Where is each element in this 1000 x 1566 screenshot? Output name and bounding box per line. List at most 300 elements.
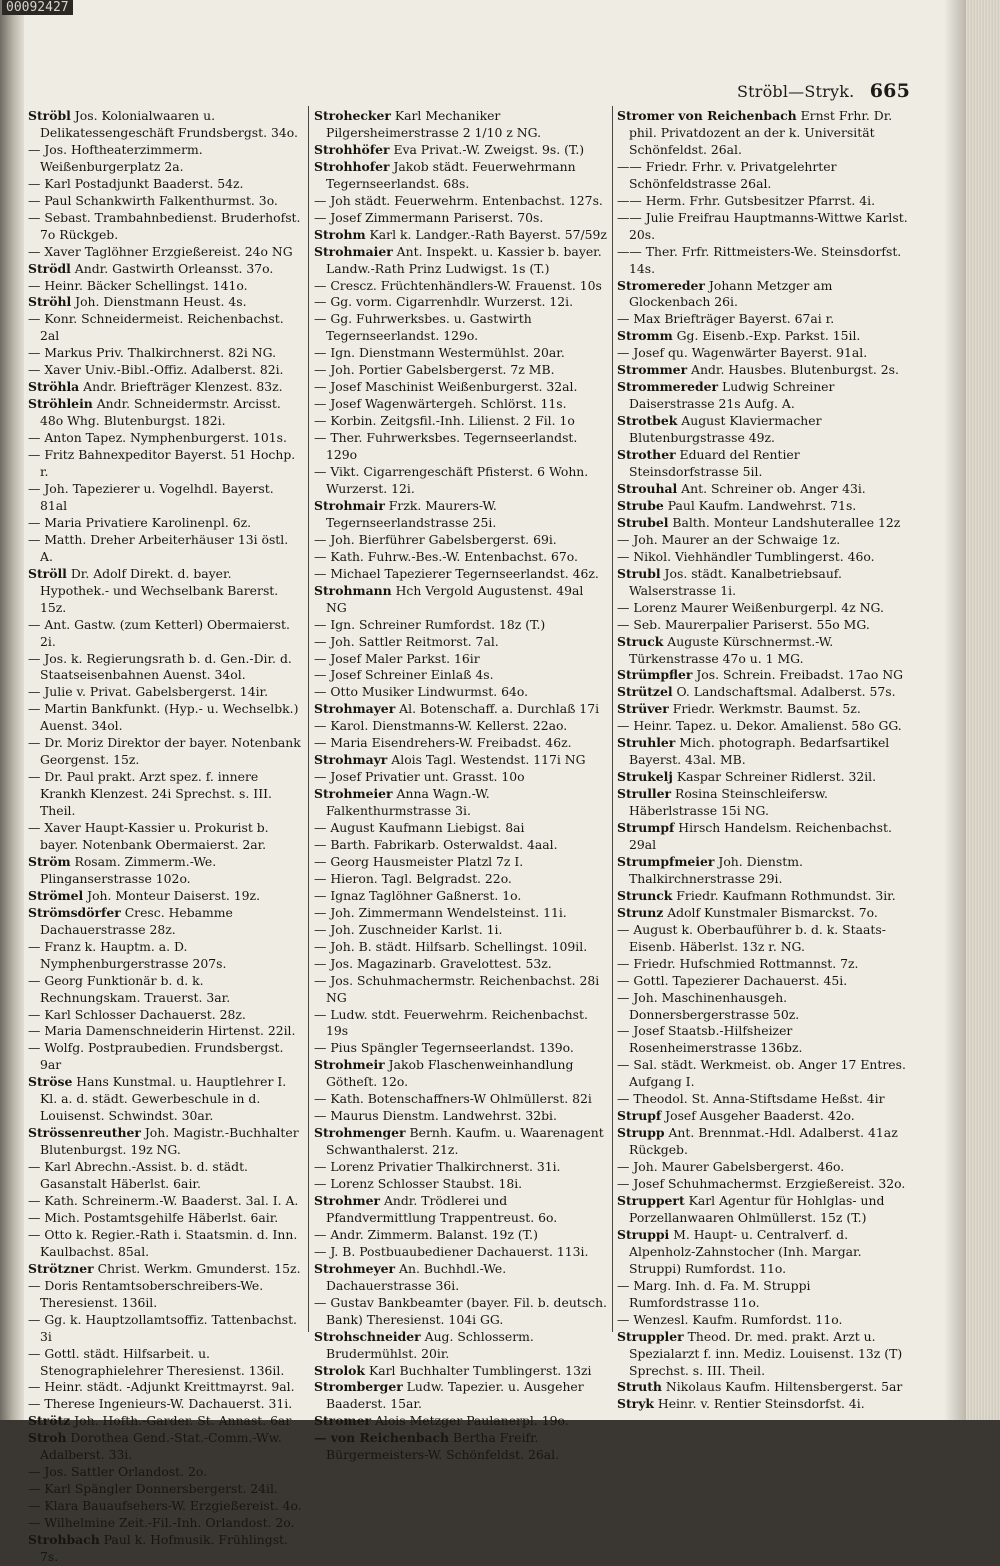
directory-entry — [28, 278, 304, 295]
directory-entry — [617, 718, 912, 735]
entry-text: Andr. Hausbes. Blutenburgst. 2s. — [687, 362, 899, 378]
directory-entry — [617, 769, 912, 786]
entry-text: — Joh. Zuschneider Karlst. 1i. — [314, 921, 503, 937]
directory-entry — [28, 735, 304, 769]
directory-entry — [617, 1227, 912, 1278]
directory-entry — [314, 1007, 608, 1041]
entry-surname: Strohmann — [314, 582, 392, 598]
entry-text: Gg. Eisenb.-Exp. Parkst. 15il. — [672, 328, 861, 344]
entry-text: — Joh. Maschinenhausgeh. Donnersbergerstrasse 50z. — [617, 989, 800, 1022]
entry-surname: Strützel — [617, 684, 673, 700]
directory-entry — [617, 922, 912, 956]
entry-surname: Strotbek — [617, 413, 678, 429]
entry-text: — Sal. städt. Werkmeist. ob. Anger 17 Entres. Aufgang I. — [617, 1057, 906, 1090]
entry-text: — Lorenz Maurer Weißenburgerpl. 4z NG. — [617, 599, 884, 615]
entry-text: Joh. Monteur Daiserst. 19z. — [83, 887, 261, 903]
entry-text: — Kath. Fuhrw.-Bes.-W. Entenbachst. 67o. — [314, 548, 578, 564]
directory-entry — [617, 193, 912, 210]
directory-entry — [314, 159, 608, 193]
entry-text: — Hieron. Tagl. Belgradst. 22o. — [314, 870, 512, 886]
directory-entry — [314, 108, 608, 142]
entry-text: Joh. Dienstm. Thalkirchnerstrasse 29i. — [629, 853, 803, 886]
entry-surname: Strüver — [617, 701, 669, 717]
directory-entry — [28, 1227, 304, 1261]
directory-entry — [314, 1193, 608, 1227]
entry-surname: Struppert — [617, 1193, 685, 1208]
entry-text: Friedr. Werkmstr. Baumst. 5z. — [668, 701, 861, 717]
entry-text: — Karl Abrechn.-Assist. b. d. städt. Gasanstalt Häberlst. 6air. — [28, 1159, 248, 1192]
directory-entry — [28, 396, 304, 430]
entry-surname: Strupf — [617, 1108, 662, 1124]
directory-entry — [28, 1464, 304, 1481]
entry-surname: Strohmair — [314, 497, 385, 513]
entry-text: — Joh. Bierführer Gabelsbergerst. 69i. — [314, 531, 557, 547]
directory-entry — [617, 1329, 912, 1380]
directory-entry — [28, 1125, 304, 1159]
directory-entry — [314, 583, 608, 617]
entry-surname: Ströhla — [28, 379, 80, 395]
entry-text: O. Landschaftsmal. Adalberst. 57s. — [672, 684, 896, 700]
directory-entry — [314, 396, 608, 413]
entry-surname: Strumpf — [617, 820, 675, 836]
column-1 — [28, 108, 304, 1565]
entry-text: Rosina Steinschleifersw. Häberlstrasse 15i NG. — [629, 786, 828, 819]
entry-text: Frzk. Maurers-W. Tegernseerlandstrasse 25i. — [326, 497, 497, 530]
directory-entry — [28, 820, 304, 854]
directory-entry — [28, 1074, 304, 1125]
directory-entry — [314, 227, 608, 244]
entry-text: — Sebast. Trambahnbedienst. Bruderhofst. 7o Rückgeb. — [28, 209, 301, 242]
entry-text: Anna Wagn.-W. Falkenthurmstrasse 3i. — [326, 786, 490, 819]
entry-text: — Ign. Dienstmann Westermühlst. 20ar. — [314, 345, 565, 361]
entry-text: Andr. Gastwirth Orleansst. 37o. — [70, 260, 274, 276]
entry-text: — Josef Privatier unt. Grasst. 10o — [314, 769, 525, 785]
entry-text: — Markus Priv. Thalkirchnerst. 82i NG. — [28, 345, 277, 361]
entry-surname: Strouhal — [617, 480, 678, 496]
directory-entry — [617, 311, 912, 328]
entry-surname: Strohm — [314, 226, 366, 242]
directory-entry — [28, 566, 304, 617]
directory-entry — [617, 532, 912, 549]
entry-surname: Struller — [617, 786, 672, 802]
entry-text: Karl Agentur für Hohlglas- und Porzellanwaaren Ohlmüllerst. 15z (T.) — [629, 1193, 885, 1225]
entry-text: Al. Botenschaff. a. Durchlaß 17i — [395, 701, 600, 717]
directory-entry — [314, 244, 608, 278]
entry-surname: Strumpfmeier — [617, 853, 715, 869]
entry-text: Aug. Schlosserm. Brudermühlst. 20ir. — [326, 1328, 534, 1361]
entry-text: — Ign. Schreiner Rumfordst. 18z (T.) — [314, 616, 546, 632]
entry-text: — Maurus Dienstm. Landwehrst. 32bi. — [314, 1108, 557, 1124]
directory-entry — [28, 261, 304, 278]
entry-text: Theod. Dr. med. prakt. Arzt u. Spezialarzt f. inn. Mediz. Louisenst. 13z (T) Sprechst. s. III. Theil. — [629, 1328, 903, 1378]
directory-entry — [314, 651, 608, 668]
entry-text: Christ. Werkm. Gmunderst. 15z. — [93, 1260, 301, 1276]
entry-surname: Strössenreuther — [28, 1125, 141, 1141]
entry-text: Andr. Briefträger Klenzest. 83z. — [79, 379, 283, 395]
entry-text: — Wenzesl. Kaufm. Rumfordst. 11o. — [617, 1311, 843, 1327]
entry-text: Hirsch Handelsm. Reichenbachst. 29al — [629, 820, 892, 852]
page-number: 665 — [869, 80, 910, 102]
entry-text: Heinr. v. Rentier Steinsdorfst. 4i. — [653, 1396, 865, 1412]
directory-entry — [617, 701, 912, 718]
directory-entry — [28, 1498, 304, 1515]
directory-entry — [314, 549, 608, 566]
entry-text: Dr. Adolf Direkt. d. bayer. Hypothek.- und Wechselbank Barerst. 15z. — [40, 565, 279, 615]
entry-text: Johann Metzger am Glockenbach 26i. — [629, 277, 833, 310]
entry-text: Friedr. Kaufmann Rothmundst. 3ir. — [672, 887, 896, 903]
directory-entry — [314, 532, 608, 549]
entry-surname: Strohmayr — [314, 752, 388, 768]
entry-text: Ernst Frhr. Dr. phil. Privatdozent an der k. Universität Schönfeldst. 26al. — [629, 108, 893, 157]
entry-text: Cresc. Hebamme Dachauerstrasse 28z. — [40, 904, 233, 937]
directory-entry — [28, 108, 304, 142]
entry-text: — Klara Bauaufsehers-W. Erzgießereist. 4o. — [28, 1498, 302, 1514]
entry-text: — Seb. Maurerpalier Pariserst. 55o MG. — [617, 616, 870, 632]
directory-entry — [28, 1210, 304, 1227]
scan-id-label: 00092427 — [2, 0, 73, 15]
entry-text: Joh. Magistr.-Buchhalter Blutenburgst. 19z NG. — [40, 1125, 299, 1158]
entry-text: Alois Tagl. Westendst. 117i NG — [387, 752, 586, 768]
entry-text: Paul k. Hofmusik. Frühlingst. 7s. — [40, 1532, 288, 1565]
directory-entry — [617, 1396, 912, 1413]
entry-text: — Max Briefträger Bayerst. 67ai r. — [617, 311, 835, 327]
entry-surname: Stromberger — [314, 1379, 403, 1395]
directory-entry — [314, 684, 608, 701]
entry-text: — Marg. Inh. d. Fa. M. Struppi Rumfordstrasse 11o. — [617, 1277, 811, 1310]
directory-entry — [617, 854, 912, 888]
entry-text: — Wilhelmine Zeit.-Fil.-Inh. Orlandost. 2o. — [28, 1515, 295, 1531]
entry-text: — Josef Schreiner Einlaß 4s. — [314, 667, 494, 683]
directory-entry — [617, 379, 912, 413]
entry-text: — Karl Schlosser Dachauerst. 28z. — [28, 1006, 246, 1022]
entry-text: — Paul Schankwirth Falkenthurmst. 3o. — [28, 192, 278, 208]
directory-entry — [314, 379, 608, 396]
directory-entry — [617, 244, 912, 278]
directory-entry — [314, 498, 608, 532]
entry-text: — Gg. vorm. Cigarrenhdlr. Wurzerst. 12i. — [314, 294, 574, 310]
entry-text: — Karl Postadjunkt Baaderst. 54z. — [28, 175, 244, 191]
entry-text: Jos. Schrein. Freibadst. 17ao NG — [692, 667, 904, 683]
directory-entry — [28, 1193, 304, 1210]
entry-text: — Joh städt. Feuerwehrm. Entenbachst. 127s. — [314, 192, 603, 208]
entry-text: — Pius Spängler Tegernseerlandst. 139o. — [314, 1040, 574, 1056]
entry-surname: Strötzner — [28, 1260, 94, 1276]
entry-surname: Strubl — [617, 565, 661, 581]
directory-entry — [314, 1227, 608, 1244]
entry-text: — Xaver Taglöhner Erzgießereist. 24o NG — [28, 243, 293, 259]
directory-entry — [617, 786, 912, 820]
previous-page-edge — [0, 0, 24, 1420]
entry-text: — Josef Zimmermann Pariserst. 70s. — [314, 209, 544, 225]
entry-text: — Mich. Postamtsgehilfe Häberlst. 6air. — [28, 1209, 279, 1225]
entry-text: Ant. Inspekt. u. Kassier b. bayer. Landw.-Rath Prinz Ludwigst. 1s (T.) — [326, 243, 602, 276]
entry-surname: — von Reichenbach — [314, 1430, 450, 1446]
book-page-edges — [966, 0, 1000, 1420]
directory-entry — [314, 1244, 608, 1261]
directory-entry — [28, 905, 304, 939]
column-2 — [314, 108, 608, 1463]
directory-entry — [314, 905, 608, 922]
directory-entry — [617, 345, 912, 362]
directory-entry — [617, 634, 912, 668]
directory-entry — [314, 413, 608, 430]
directory-entry — [28, 684, 304, 701]
entry-surname: Strother — [617, 447, 676, 463]
entry-text: — Franz k. Hauptm. a. D. Nymphenburgerstrasse 207s. — [28, 938, 227, 971]
directory-entry — [314, 1363, 608, 1380]
running-head-title: Ströbl—Stryk. — [736, 82, 855, 101]
entry-text: — August k. Oberbauführer b. d. k. Staats-Eisenb. Häberlst. 13z r. NG. — [617, 921, 886, 954]
directory-entry — [617, 1159, 912, 1176]
entry-text: Joh. Dienstmann Heust. 4s. — [71, 294, 247, 310]
entry-text: — Otto Musiker Lindwurmst. 64o. — [314, 684, 529, 700]
entry-text: — Josef Wagenwärtergeh. Schlörst. 11s. — [314, 396, 567, 412]
entry-text: — Joh. Maurer an der Schwaige 1z. — [617, 531, 841, 547]
entry-surname: Strubel — [617, 514, 669, 530]
entry-text: Paul Kaufm. Landwehrst. 71s. — [663, 497, 857, 513]
directory-entry — [28, 1312, 304, 1346]
entry-text: Jos. Kolonialwaaren u. Delikatessengeschäft Frundsbergst. 34o. — [40, 108, 298, 140]
entry-surname: Strohmeyer — [314, 1260, 396, 1276]
directory-entry — [314, 345, 608, 362]
entry-surname: Strunz — [617, 904, 664, 920]
entry-text: Nikolaus Kaufm. Hiltensbergerst. 5ar — [661, 1379, 903, 1395]
entry-surname: Strötz — [28, 1413, 71, 1429]
entry-text: Karl Buchhalter Tumblingerst. 13zi — [365, 1362, 592, 1378]
directory-entry — [617, 1108, 912, 1125]
entry-text: — Xaver Haupt-Kassier u. Prokurist b. bayer. Notenbank Obermaierst. 2ar. — [28, 820, 269, 852]
entry-text: — Jos. Sattler Orlandost. 2o. — [28, 1464, 208, 1480]
directory-entry — [28, 1515, 304, 1532]
directory-entry — [314, 888, 608, 905]
directory-entry — [314, 939, 608, 956]
entry-text: Joh. Hofth.-Garder. St. Annast. 6ar — [70, 1413, 292, 1429]
directory-entry — [28, 362, 304, 379]
directory-entry — [28, 854, 304, 888]
directory-entry — [617, 973, 912, 990]
entry-text: — Georg Hausmeister Platzl 7z I. — [314, 853, 524, 869]
entry-surname: Strohmer — [314, 1193, 380, 1208]
entry-surname: Struth — [617, 1379, 662, 1395]
entry-text: — Jos. Schuhmachermstr. Reichenbachst. 28i NG — [314, 972, 600, 1005]
directory-entry — [617, 1278, 912, 1312]
entry-surname: Stroh — [28, 1430, 67, 1446]
directory-entry — [314, 1413, 608, 1430]
directory-entry — [617, 735, 912, 769]
entry-text: Karl k. Landger.-Rath Bayerst. 57/59z — [365, 226, 607, 242]
entry-text: — Therese Ingenieurs-W. Dachauerst. 31i. — [28, 1396, 293, 1412]
entry-text: Auguste Kürschnermst.-W. Türkenstrasse 47o u. 1 MG. — [629, 633, 834, 666]
column-rule — [308, 106, 309, 1332]
directory-entry — [617, 362, 912, 379]
directory-entry — [617, 1023, 912, 1057]
entry-surname: Strohmaier — [314, 243, 393, 259]
entry-text: Dorothea Gend.-Stat.-Comm.-Ww. Adalberst. 33i. — [40, 1430, 282, 1463]
entry-surname: Struck — [617, 633, 664, 649]
directory-entry — [314, 820, 608, 837]
directory-entry — [617, 159, 912, 193]
directory-entry — [28, 176, 304, 193]
entry-surname: Stryk — [617, 1396, 654, 1412]
entry-surname: Strohmenger — [314, 1125, 406, 1141]
directory-entry — [28, 142, 304, 176]
directory-entry — [28, 1261, 304, 1278]
entry-text: — Vikt. Cigarrengeschäft Pfisterst. 6 Wohn. Wurzerst. 12i. — [314, 464, 589, 496]
directory-entry — [314, 837, 608, 854]
directory-entry — [314, 430, 608, 464]
directory-entry — [314, 769, 608, 786]
directory-entry — [28, 379, 304, 396]
entry-text: Hans Kunstmal. u. Hauptlehrer I. Kl. a. d. städt. Gewerbeschule in d. Louisenst. Schwindst. 30ar. — [40, 1074, 287, 1124]
entry-text: — Gottl. städt. Hilfsarbeit. u. Stenographielehrer Theresienst. 136il. — [28, 1345, 285, 1378]
entry-surname: Strohmeier — [314, 786, 393, 802]
directory-entry — [617, 905, 912, 922]
directory-entry — [314, 634, 608, 651]
entry-surname: Ströse — [28, 1074, 73, 1090]
directory-entry — [28, 532, 304, 566]
directory-entry — [314, 617, 608, 634]
entry-text: — Josef Maler Parkst. 16ir — [314, 650, 480, 666]
directory-entry — [617, 413, 912, 447]
entry-text: Ludwig Schreiner Daiserstrasse 21s Aufg. A. — [629, 379, 835, 412]
entry-text: — Doris Rentamtsoberschreibers-We. Theresienst. 136il. — [28, 1277, 264, 1310]
entry-surname: Strupp — [617, 1125, 665, 1141]
entry-text: — Karol. Dienstmanns-W. Kellerst. 22ao. — [314, 718, 568, 734]
directory-entry — [314, 1108, 608, 1125]
directory-entry — [28, 210, 304, 244]
entry-text: — Martin Bankfunkt. (Hyp.- u. Wechselbk.) Auenst. 34ol. — [28, 701, 299, 734]
entry-surname: Strohhöfer — [314, 141, 390, 157]
directory-entry — [28, 1481, 304, 1498]
directory-entry — [314, 871, 608, 888]
entry-surname: Strohhofer — [314, 158, 390, 174]
directory-entry — [314, 142, 608, 159]
entry-text: — Maria Eisendrehers-W. Freibadst. 46z. — [314, 735, 572, 751]
page-curl-shadow — [944, 0, 966, 1420]
entry-text: Balth. Monteur Landshuterallee 12z — [668, 514, 901, 530]
entry-surname: Strohmayer — [314, 701, 396, 717]
directory-entry — [617, 667, 912, 684]
entry-text: — August Kaufmann Liebigst. 8ai — [314, 820, 525, 836]
entry-surname: Ströbl — [28, 108, 71, 123]
entry-text: — Josef Staatsb.-Hilfsheizer Rosenheimerstrasse 136bz. — [617, 1023, 803, 1056]
directory-entry — [617, 278, 912, 312]
entry-text: — Lorenz Privatier Thalkirchnerst. 31i. — [314, 1159, 561, 1175]
directory-entry — [28, 1379, 304, 1396]
directory-entry — [617, 1176, 912, 1193]
entry-surname: Strommereder — [617, 379, 719, 395]
entry-text: Jakob städt. Feuerwehrmann Tegernseerlandst. 68s. — [326, 158, 576, 191]
entry-text: — Fritz Bahnexpeditor Bayerst. 51 Hochp. r. — [28, 447, 296, 480]
directory-entry — [617, 1193, 912, 1227]
directory-entry — [28, 1278, 304, 1312]
entry-text: Jakob Flaschenweinhandlung Götheſt. 12o. — [326, 1057, 574, 1090]
directory-entry — [28, 1532, 304, 1566]
directory-entry — [314, 278, 608, 295]
directory-entry — [314, 1430, 608, 1464]
directory-entry — [617, 888, 912, 905]
entry-text: — Dr. Moriz Direktor der bayer. Notenbank Georgenst. 15z. — [28, 735, 301, 768]
directory-entry — [28, 1007, 304, 1024]
entry-text: — Heinr. Bäcker Schellingst. 141o. — [28, 277, 248, 293]
directory-entry — [314, 701, 608, 718]
entry-text: — Ther. Fuhrwerksbes. Tegernseerlandst. 129o — [314, 430, 578, 463]
directory-entry — [28, 1023, 304, 1040]
directory-entry — [314, 667, 608, 684]
entry-text: — Gustav Bankbeamter (bayer. Fil. b. deutsch. Bank) Theresienst. 104i GG. — [314, 1294, 608, 1327]
entry-text: Eva Privat.-W. Zweigst. 9s. (T.) — [389, 141, 585, 157]
directory-entry — [28, 701, 304, 735]
directory-entry — [28, 345, 304, 362]
entry-text: — Jos. Magazinarb. Gravelottest. 53z. — [314, 955, 552, 971]
directory-entry — [28, 193, 304, 210]
directory-entry — [28, 617, 304, 651]
entry-text: — Joh. Tapezierer u. Vogelhdl. Bayerst. 81al — [28, 480, 274, 513]
entry-text: Andr. Trödlerei und Pfandvermittlung Trappentreust. 6o. — [326, 1193, 558, 1225]
entry-surname: Stromer — [314, 1413, 371, 1429]
directory-entry — [28, 939, 304, 973]
directory-entry — [314, 1159, 608, 1176]
entry-surname: Struhler — [617, 735, 676, 751]
entry-surname: Strohbach — [28, 1532, 100, 1548]
entry-surname: Stromm — [617, 328, 673, 344]
directory-entry — [28, 447, 304, 481]
entry-text: Mich. photograph. Bedarfsartikel Bayerst. 43al. MB. — [629, 735, 890, 768]
directory-entry — [314, 973, 608, 1007]
directory-entry — [28, 294, 304, 311]
directory-entry — [314, 566, 608, 583]
directory-entry — [617, 328, 912, 345]
entry-surname: Strunck — [617, 887, 673, 903]
directory-entry — [28, 1159, 304, 1193]
entry-text: —— Julie Freifrau Hauptmanns-Wittwe Karlst. 20s. — [617, 209, 908, 242]
entry-text: — Gg. Fuhrwerksbes. u. Gastwirth Tegernseerlandst. 129o. — [314, 311, 532, 344]
entry-text: Rosam. Zimmerm.-We. Plinganserstrasse 102o. — [40, 853, 217, 886]
entry-surname: Ström — [28, 853, 71, 869]
directory-entry — [314, 294, 608, 311]
directory-entry — [28, 481, 304, 515]
directory-entry — [617, 600, 912, 617]
entry-text: — Gg. k. Hauptzollamtsoffiz. Tattenbachst. 3i — [28, 1311, 297, 1344]
directory-entry — [617, 1091, 912, 1108]
entry-text: Eduard del Rentier Steinsdorfstrasse 5il. — [629, 447, 800, 480]
directory-entry — [617, 210, 912, 244]
entry-text: An. Buchhdl.-We. Dachauerstrasse 36i. — [326, 1260, 507, 1293]
entry-text: —— Herm. Frhr. Gutsbesitzer Pfarrst. 4i. — [617, 192, 876, 208]
entry-text: — Barth. Fabrikarb. Osterwaldst. 4aal. — [314, 836, 558, 852]
entry-text: Bertha Freifr. Bürgermeisters-W. Schönfeldst. 26al. — [326, 1430, 560, 1463]
directory-entry — [314, 922, 608, 939]
directory-entry — [617, 1379, 912, 1396]
directory-entry — [314, 1091, 608, 1108]
entry-text: Jos. städt. Kanalbetriebsauf. Walserstrasse 1i. — [629, 565, 842, 598]
directory-entry — [28, 651, 304, 685]
directory-entry — [617, 566, 912, 600]
directory-entry — [314, 1329, 608, 1363]
entry-text: M. Haupt- u. Centralverf. d. Alpenholz-Zahnstocher (Inh. Margar. Struppi) Rumfordst. 11o. — [629, 1226, 862, 1276]
entry-text: — Joh. Maurer Gabelsbergerst. 46o. — [617, 1159, 845, 1175]
entry-text: — Heinr. Tapez. u. Dekor. Amalienst. 58o GG. — [617, 718, 902, 734]
entry-text: — Konr. Schneidermeist. Reichenbachst. 2al — [28, 311, 284, 344]
entry-text: — Josef qu. Wagenwärter Bayerst. 91al. — [617, 345, 868, 361]
entry-text: — Crescz. Früchtenhändlers-W. Frauenst. 10s — [314, 277, 602, 293]
directory-entry — [28, 1413, 304, 1430]
entry-surname: Struppi — [617, 1226, 670, 1242]
directory-entry — [314, 1176, 608, 1193]
entry-surname: Strohmeir — [314, 1057, 385, 1073]
directory-entry — [28, 515, 304, 532]
entry-surname: Strolok — [314, 1362, 366, 1378]
